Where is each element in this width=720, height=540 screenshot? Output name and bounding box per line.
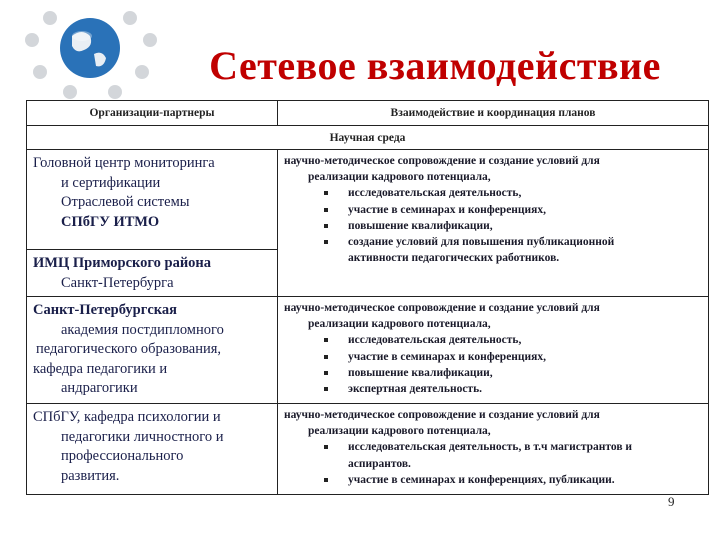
section-scientific-environment: Научная среда	[27, 126, 709, 150]
org-line: академия постдипломного	[61, 321, 224, 338]
org-line: Санкт-Петербургская	[33, 302, 177, 318]
list-item: исследовательская деятельность,	[348, 185, 700, 201]
org-line: Отраслевой системы	[61, 194, 190, 210]
coordination-lead: научно-методическое сопровождение и создание условий для	[284, 155, 600, 167]
list-item: экспертная деятельность.	[348, 381, 700, 397]
org-cell	[27, 250, 278, 297]
org-line: кафедра педагогики и	[33, 360, 168, 377]
list-item: создание условий для повышения публикационной	[348, 234, 700, 250]
org-line: педагогического образования,	[36, 341, 222, 357]
coordination-lead: реализации кадрового потенциала,	[308, 318, 491, 331]
org-line: педагогики личностного и	[61, 428, 224, 445]
org-cell	[27, 150, 278, 250]
list-item: участие в семинарах и конференциях,	[348, 349, 700, 365]
list-item: повышение квалификации,	[348, 365, 700, 381]
org-cell	[27, 404, 278, 495]
coordination-lead: реализации кадрового потенциала,	[308, 425, 491, 438]
coordination-cell	[278, 297, 709, 404]
coordination-lead: научно-методическое сопровождение и создание условий для	[284, 302, 600, 314]
coordination-lead: научно-методическое сопровождение и создание условий для	[284, 409, 600, 421]
list-item: исследовательская деятельность, в т.ч магистрантов и	[348, 439, 700, 455]
list-item: участие в семинарах и конференциях,	[348, 202, 700, 218]
list-item-continuation: аспирантов.	[348, 457, 411, 470]
org-line: Санкт-Петербурга	[61, 274, 174, 291]
globe-network-logo	[10, 0, 190, 100]
list-item: исследовательская деятельность,	[348, 332, 700, 348]
header-coordination: Взаимодействие и координация планов	[278, 101, 709, 126]
header-partners: Организации-партнеры	[27, 101, 278, 126]
org-line: профессионального	[61, 448, 184, 464]
org-line: СПбГУ, кафедра психологии и	[33, 409, 221, 425]
slide-title: Сетевое взаимодействие	[209, 43, 661, 88]
table-row	[27, 404, 709, 495]
org-line: развития.	[61, 467, 120, 484]
org-line: и сертификации	[61, 174, 161, 191]
coordination-lead: реализации кадрового потенциала,	[308, 171, 491, 184]
org-line: андрагогики	[61, 380, 138, 396]
table-row	[27, 150, 709, 250]
list-item: участие в семинарах и конференциях, публикации.	[348, 472, 700, 488]
coordination-cell	[278, 404, 709, 495]
org-line: ИМЦ Приморского района	[33, 255, 212, 271]
partners-table	[26, 100, 709, 495]
list-item-continuation: активности педагогических работников.	[348, 252, 560, 265]
org-line: СПбГУ ИТМО	[61, 213, 160, 230]
table-row	[27, 297, 709, 404]
org-line: Головной центр мониторинга	[33, 155, 215, 171]
org-cell	[27, 297, 278, 404]
list-item: повышение квалификации,	[348, 218, 700, 234]
coordination-cell	[278, 150, 709, 297]
page-number: 9	[668, 494, 675, 509]
